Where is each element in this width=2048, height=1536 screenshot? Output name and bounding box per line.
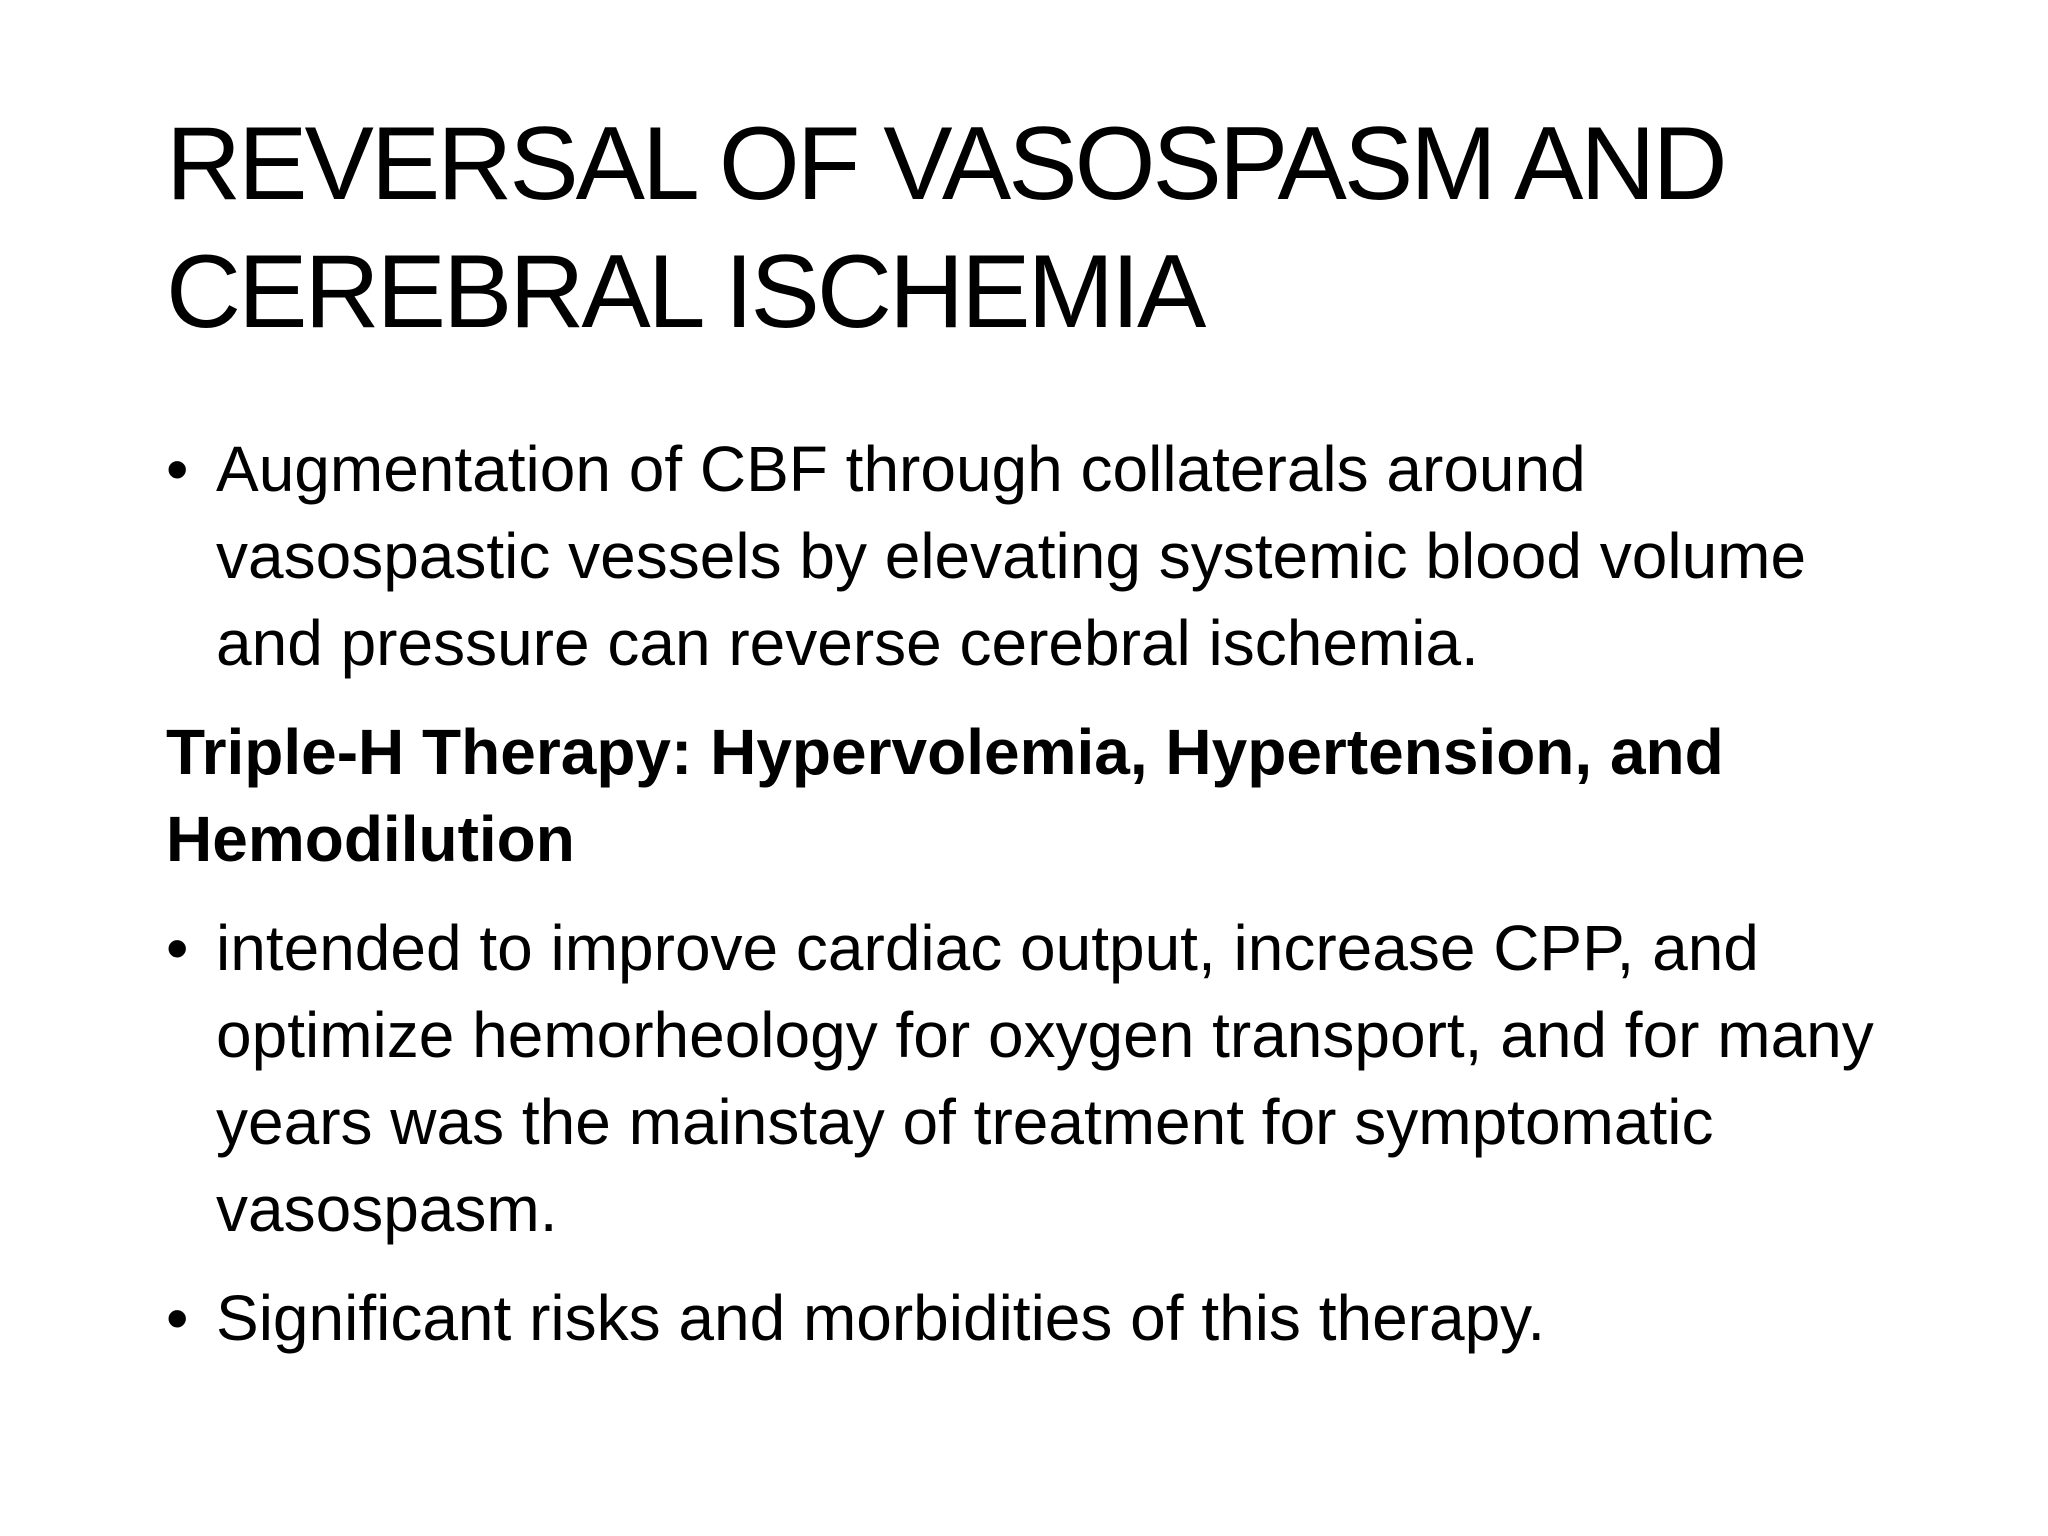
bullet-text: Significant risks and morbidities of this therapy. [216, 1282, 1546, 1354]
bullet-marker: • [166, 912, 189, 984]
bullet-text: Augmentation of CBF through collaterals around vasospastic vessels by elevating systemic blood volume and pressure can reverse cerebral ischemia. [216, 433, 1807, 679]
bullet-marker: • [166, 1282, 189, 1354]
slide-content [166, 426, 1926, 1362]
bullet-marker: • [166, 433, 189, 505]
section-subheading: Triple-H Therapy: Hypervolemia, Hypertension, and Hemodilution [166, 716, 1724, 875]
slide-title: REVERSAL OF VASOSPASM AND CEREBRAL ISCHEMIA [166, 106, 1725, 350]
bullet-text: intended to improve cardiac output, increase CPP, and optimize hemorheology for oxygen transport, and for many years was the mainstay of treatment for symptomatic vasospasm. [216, 912, 1874, 1245]
bullet-item [166, 905, 1926, 1253]
bullet-item [166, 426, 1926, 687]
bullet-item [166, 1275, 1926, 1362]
